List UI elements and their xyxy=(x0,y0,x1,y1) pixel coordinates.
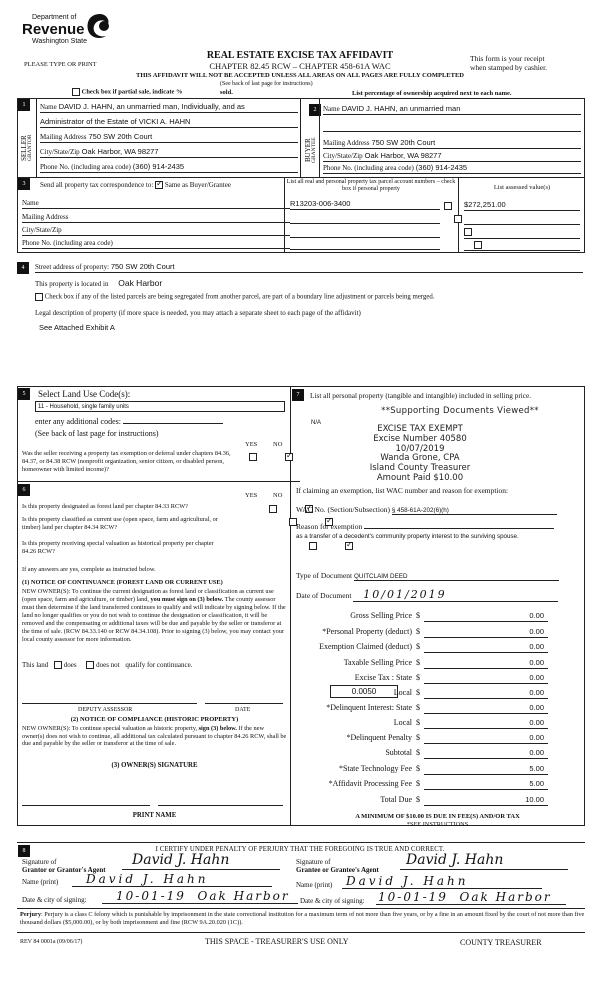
delinquent-penalty: *Delinquent Penalty $ 0.00 xyxy=(296,733,548,745)
section-8-badge: 8 xyxy=(18,845,30,857)
same-as-buyer-checkbox[interactable] xyxy=(155,181,163,189)
located-in-row: This property is located in Oak Harbor xyxy=(35,278,163,288)
buyer-name-line-1[interactable]: Name DAVID J. HAHN, an unmarried man xyxy=(323,104,581,115)
personal-property-value[interactable]: N/A xyxy=(311,420,322,426)
reason-value[interactable]: as a transfer of a decedent's community property interest to the surviving spouse. xyxy=(296,533,519,540)
segregated-checkbox[interactable] xyxy=(35,293,43,301)
does-not-checkbox[interactable] xyxy=(86,661,94,669)
grantor-sig-label: Signature of Grantor or Grantor's Agent xyxy=(22,858,106,875)
assessed-value-4[interactable] xyxy=(464,240,580,251)
grantor-signature[interactable]: David J. Hahn xyxy=(122,852,280,870)
state-technology-fee: *State Technology Fee $ 5.00 xyxy=(296,764,548,776)
seller-name-line-1[interactable]: Name DAVID J. HAHN, an unmarried man, Individually, and as xyxy=(40,102,298,113)
section-3-correspondence xyxy=(17,177,585,253)
exemption-claim-label: If claiming an exemption, list WAC number and reason for exemption: xyxy=(296,486,509,495)
owner-signature-line-1[interactable] xyxy=(22,805,150,806)
partial-sale-label: Check box if partial sale, indicate % xyxy=(81,88,183,96)
parcel-number-2[interactable] xyxy=(290,213,440,224)
wac-row: WAC No. (Section/Subsection) § 458-61A-202(6)(h) xyxy=(296,505,576,515)
exemption-claimed-deduct: Exemption Claimed (deduct) $ 0.00 xyxy=(296,642,548,654)
subtotal: Subtotal $ 0.00 xyxy=(296,748,548,760)
print-name-label: PRINT NAME xyxy=(132,812,177,819)
current-use-question: Is this property classified as current use (open space, farm and agricultural, or timber) land per chapter 84.34 RCW? xyxy=(22,516,218,531)
affidavit-processing-fee: *Affidavit Processing Fee $ 5.00 xyxy=(296,779,548,791)
see-instructions-note: *SEE INSTRUCTIONS xyxy=(406,821,469,828)
please-type: PLEASE TYPE OR PRINT xyxy=(24,61,97,68)
personal-property-label: List all personal property (tangible and intangible) included in selling price. xyxy=(310,391,532,400)
assessed-value-3[interactable] xyxy=(464,228,580,239)
segregated-row: Check box if any of the listed parcels are being segregated from another parcel, are part of a boundary line adjustment or parcels being merged. xyxy=(35,293,435,301)
grantee-name-label: Name (print) xyxy=(296,881,333,889)
see-back-note: (See back of last page for instructions) xyxy=(220,81,313,87)
parcel-number-1[interactable]: R13203-006-3400 xyxy=(290,199,440,210)
yes-header-6: YES xyxy=(245,492,258,499)
perjury-notice: Perjury: Perjury is a class C felony which is punishable by imprisonment in the state correctional institution for a maximum term of not more than five years, or by a fine in an amount fixed by the court of not more than five thousand dollars ($5,000.00), or by both imprisonment and fine (RCW 9A.20.020 (1C)). xyxy=(20,911,585,927)
local-rate-box[interactable]: 0.0050 xyxy=(330,685,398,698)
buyer-side-label: BUYER GRANTEE xyxy=(303,137,317,163)
land-use-select[interactable]: 11 - Household, single family units xyxy=(35,401,285,412)
total-due: Total Due $ 10.00 xyxy=(296,795,548,807)
exemption-question: Was the seller receiving a property tax exemption or deferral under chapters 84.36, 84.37, or 84.38 RCW (nonprofit organization, senior citizen, or disabled person, homeowner with limited income)? xyxy=(22,450,231,473)
rev-number: REV 84 0001a (09/06/17) xyxy=(20,939,83,945)
additional-codes-row: enter any additional codes: xyxy=(35,416,280,426)
deputy-date-line[interactable] xyxy=(205,703,283,704)
grantor-date-city-label: Date & city of signing: xyxy=(22,896,87,904)
deputy-assessor-signature-line[interactable] xyxy=(22,703,197,704)
grantor-name-label: Name (print) xyxy=(22,878,59,886)
notice2-title: (2) NOTICE OF COMPLIANCE (HISTORIC PROPERTY) xyxy=(70,716,239,723)
assessed-value-1[interactable]: $272,251.00 xyxy=(464,200,580,211)
section-5-badge: 5 xyxy=(18,388,30,400)
exemption-no-checkbox[interactable] xyxy=(285,453,293,461)
buyer-name-line-2[interactable] xyxy=(323,121,581,132)
section-badge: 3 xyxy=(18,178,30,190)
logo-line3: Washington State xyxy=(32,38,87,45)
section-4-property xyxy=(17,258,585,382)
land-use-label: Select Land Use Code(s): xyxy=(38,389,131,399)
excise-tax-state: Excise Tax : State $ 0.00 xyxy=(296,673,548,685)
wac-input[interactable]: § 458-61A-202(6)(h) xyxy=(392,507,557,515)
historic-no-checkbox[interactable] xyxy=(345,542,353,550)
doc-type-row: Type of Document QUITCLAIM DEED xyxy=(296,571,576,581)
corr-phone[interactable]: Phone No. (including area code) xyxy=(22,239,290,249)
notice1-title: (1) NOTICE OF CONTINUANCE (FOREST LAND OR CURRENT USE) xyxy=(22,579,223,586)
logo-line1: Department of xyxy=(32,14,77,21)
grantor-name-print[interactable]: David J. Hahn xyxy=(72,872,272,887)
legal-desc-label: Legal description of property (if more space is needed, you may attach a separate sheet to each page of the affidavit) xyxy=(35,309,361,317)
assessed-value-2[interactable] xyxy=(464,214,580,225)
grantor-date-city[interactable]: 10-01-19 Oak Harbor xyxy=(102,889,298,904)
dor-swirl-logo-icon xyxy=(84,12,116,42)
seller-side-label: SELLER GRANTOR xyxy=(19,134,33,162)
ownership-note: List percentage of ownership acquired next to each name. xyxy=(352,90,512,97)
buyer-city[interactable]: City/State/Zip Oak Harbor, WA 98277 xyxy=(323,151,581,162)
section-badge: 2 xyxy=(309,104,321,116)
buyer-phone[interactable]: Phone No. (including area code) (360) 914-2435 xyxy=(323,163,581,174)
supporting-docs-stamp: **Supporting Documents Viewed** xyxy=(381,406,539,416)
yes-header-5: YES xyxy=(245,441,258,448)
taxable-selling-price: Taxable Selling Price $ 0.00 xyxy=(296,658,548,670)
assessed-header: List assessed value(s) xyxy=(493,184,551,191)
continuance-row: This land does does not qualify for continuance. xyxy=(22,661,193,669)
grantee-name-print[interactable]: David J. Hahn xyxy=(342,874,542,889)
send-to-row: Send all property tax correspondence to: ✓ Same as Buyer/Grantee xyxy=(40,181,231,189)
owner-signature-label: (3) OWNER(S) SIGNATURE xyxy=(111,762,198,769)
dor-logo xyxy=(18,12,128,57)
notice2-body: NEW OWNER(S): To continue special valuation as historic property, sign (3) below. If the new owner(s) does not wish to continue, all additional tax calculated pursuant to chapter 84.26 RCW, shall be due and payable by the seller or transferor at the time of sale. xyxy=(22,725,287,748)
delinquent-interest-state: *Delinquent Interest: State $ 0.00 xyxy=(296,703,548,715)
located-in-value: Oak Harbor xyxy=(118,278,163,288)
delinquent-interest-local: Local $ 0.00 xyxy=(296,718,548,730)
reason-row: Reason for exemption xyxy=(296,521,576,531)
section-7-badge: 7 xyxy=(292,389,304,401)
date-label: DATE xyxy=(235,707,251,713)
does-checkbox[interactable] xyxy=(54,661,62,669)
certify-statement: I CERTIFY UNDER PENALTY OF PERJURY THAT THE FOREGOING IS TRUE AND CORRECT. xyxy=(155,846,445,853)
county-treasurer: COUNTY TREASURER xyxy=(460,938,542,947)
grantee-date-city[interactable]: 10-01-19 Oak Harbor xyxy=(376,890,566,905)
parcel-personal-checkbox-2[interactable] xyxy=(454,215,462,223)
owner-signature-line-2[interactable] xyxy=(158,805,283,806)
doc-date-input[interactable]: 10/01/2019 xyxy=(353,588,558,602)
forest-yes-checkbox[interactable] xyxy=(269,505,277,513)
minimum-due-note: A MINIMUM OF $10.00 IS DUE IN FEE(S) AND/OR TAX xyxy=(355,813,520,820)
logo-line2: Revenue xyxy=(22,21,85,38)
notice1-body: NEW OWNER(S): To continue the current designation as forest land or classification as current use (open space, farm and agriculture, or timber) land, you must sign on (3) below. The county assessor must then determine if the land transferred continues to qualify and will indicate by signing below. If the land no longer qualifies or you do not wish to continue the designation or classification, it will be removed and the compensating or additional taxes will be due and payable by the seller or transferor at the time of sale. (RCW 84.33.140 or RCW 84.34.108). Prior to signing (3) below, you may contact your local county assessor for more information. xyxy=(22,588,286,643)
corr-name[interactable]: Name xyxy=(22,199,290,209)
legal-desc-value[interactable]: See Attached Exhibit A xyxy=(39,323,115,332)
reason-input-line[interactable] xyxy=(364,521,554,529)
historic-question: Is this property receiving special valuation as historical property per chapter 84.26 RCW? xyxy=(22,540,214,555)
corr-mailing[interactable]: Mailing Address xyxy=(22,213,290,223)
seller-name-line-2[interactable]: Administrator of the Estate of VICKI A. HAHN xyxy=(40,117,298,128)
excise-tax-local: Local $ 0.00 xyxy=(296,688,548,700)
seller-mailing[interactable]: Mailing Address 750 SW 20th Court xyxy=(40,132,298,143)
parcel-header: List all real and personal property tax parcel account numbers – check box if personal property xyxy=(286,179,456,193)
no-header-6: NO xyxy=(273,492,283,499)
exemption-yes-checkbox[interactable] xyxy=(249,453,257,461)
parcel-personal-checkbox-1[interactable] xyxy=(444,202,452,210)
parcel-number-3[interactable] xyxy=(290,227,440,238)
partial-sale-checkbox[interactable] xyxy=(72,88,80,96)
seller-city[interactable]: City/State/Zip Oak Harbor, WA 98277 xyxy=(40,147,298,158)
street-address[interactable]: Street address of property: 750 SW 20th Court xyxy=(35,262,583,273)
receipt-note-1: This form is your receipt xyxy=(470,54,545,63)
partial-sale-sold: sold. xyxy=(220,89,233,96)
section-badge: 1 xyxy=(18,99,30,111)
grantee-date-city-label: Date & city of signing: xyxy=(300,897,365,905)
seller-name-1: DAVID J. HAHN, an unmarried man, Individually, and as xyxy=(58,102,245,111)
section-6-badge: 6 xyxy=(18,484,30,496)
deputy-assessor-label: DEPUTY ASSESSOR xyxy=(78,707,133,713)
historic-yes-checkbox[interactable] xyxy=(309,542,317,550)
if-yes-note: If any answers are yes, complete as instructed below. xyxy=(22,566,156,573)
see-back-5: (See back of last page for instructions) xyxy=(35,429,159,438)
treasurer-use-only: THIS SPACE - TREASURER'S USE ONLY xyxy=(205,937,349,946)
form-chapter: CHAPTER 82.45 RCW – CHAPTER 458-61A WAC xyxy=(209,61,391,71)
doc-type-input[interactable]: QUITCLAIM DEED xyxy=(354,573,559,581)
additional-codes-input[interactable] xyxy=(123,416,223,424)
warning-banner: THIS AFFIDAVIT WILL NOT BE ACCEPTED UNLESS ALL AREAS ON ALL PAGES ARE FULLY COMPLETED xyxy=(136,72,464,79)
doc-date-row: Date of Document 10/01/2019 xyxy=(296,588,576,602)
form-title: REAL ESTATE EXCISE TAX AFFIDAVIT xyxy=(206,50,394,61)
parcel-number-4[interactable] xyxy=(290,239,440,250)
grantee-sig-label: Signature of Grantee or Grantee's Agent xyxy=(296,858,379,875)
personal-property-deduct: *Personal Property (deduct) $ 0.00 xyxy=(296,627,548,639)
buyer-mailing[interactable]: Mailing Address 750 SW 20th Court xyxy=(323,138,581,149)
partial-sale-row xyxy=(72,88,183,96)
section-2-buyer xyxy=(300,98,585,178)
forest-land-question: Is this property designated as forest land per chapter 84.33 RCW? xyxy=(22,503,188,510)
gross-selling-price: Gross Selling Price $ 0.00 xyxy=(296,611,548,623)
section-1-seller xyxy=(17,98,301,178)
section-badge: 4 xyxy=(17,262,29,274)
no-header-5: NO xyxy=(273,441,283,448)
seller-phone[interactable]: Phone No. (including area code) (360) 914-2435 xyxy=(40,162,298,173)
corr-city[interactable]: City/State/Zip xyxy=(22,226,290,236)
receipt-note-2: when stamped by cashier. xyxy=(470,63,548,72)
grantee-signature[interactable]: David J. Hahn xyxy=(400,852,568,870)
exempt-stamp: EXCISE TAX EXEMPT Excise Number 40580 10/07/2019 Wanda Grone, CPA Island County Treasurer Amount Paid $10.00 xyxy=(369,424,471,483)
